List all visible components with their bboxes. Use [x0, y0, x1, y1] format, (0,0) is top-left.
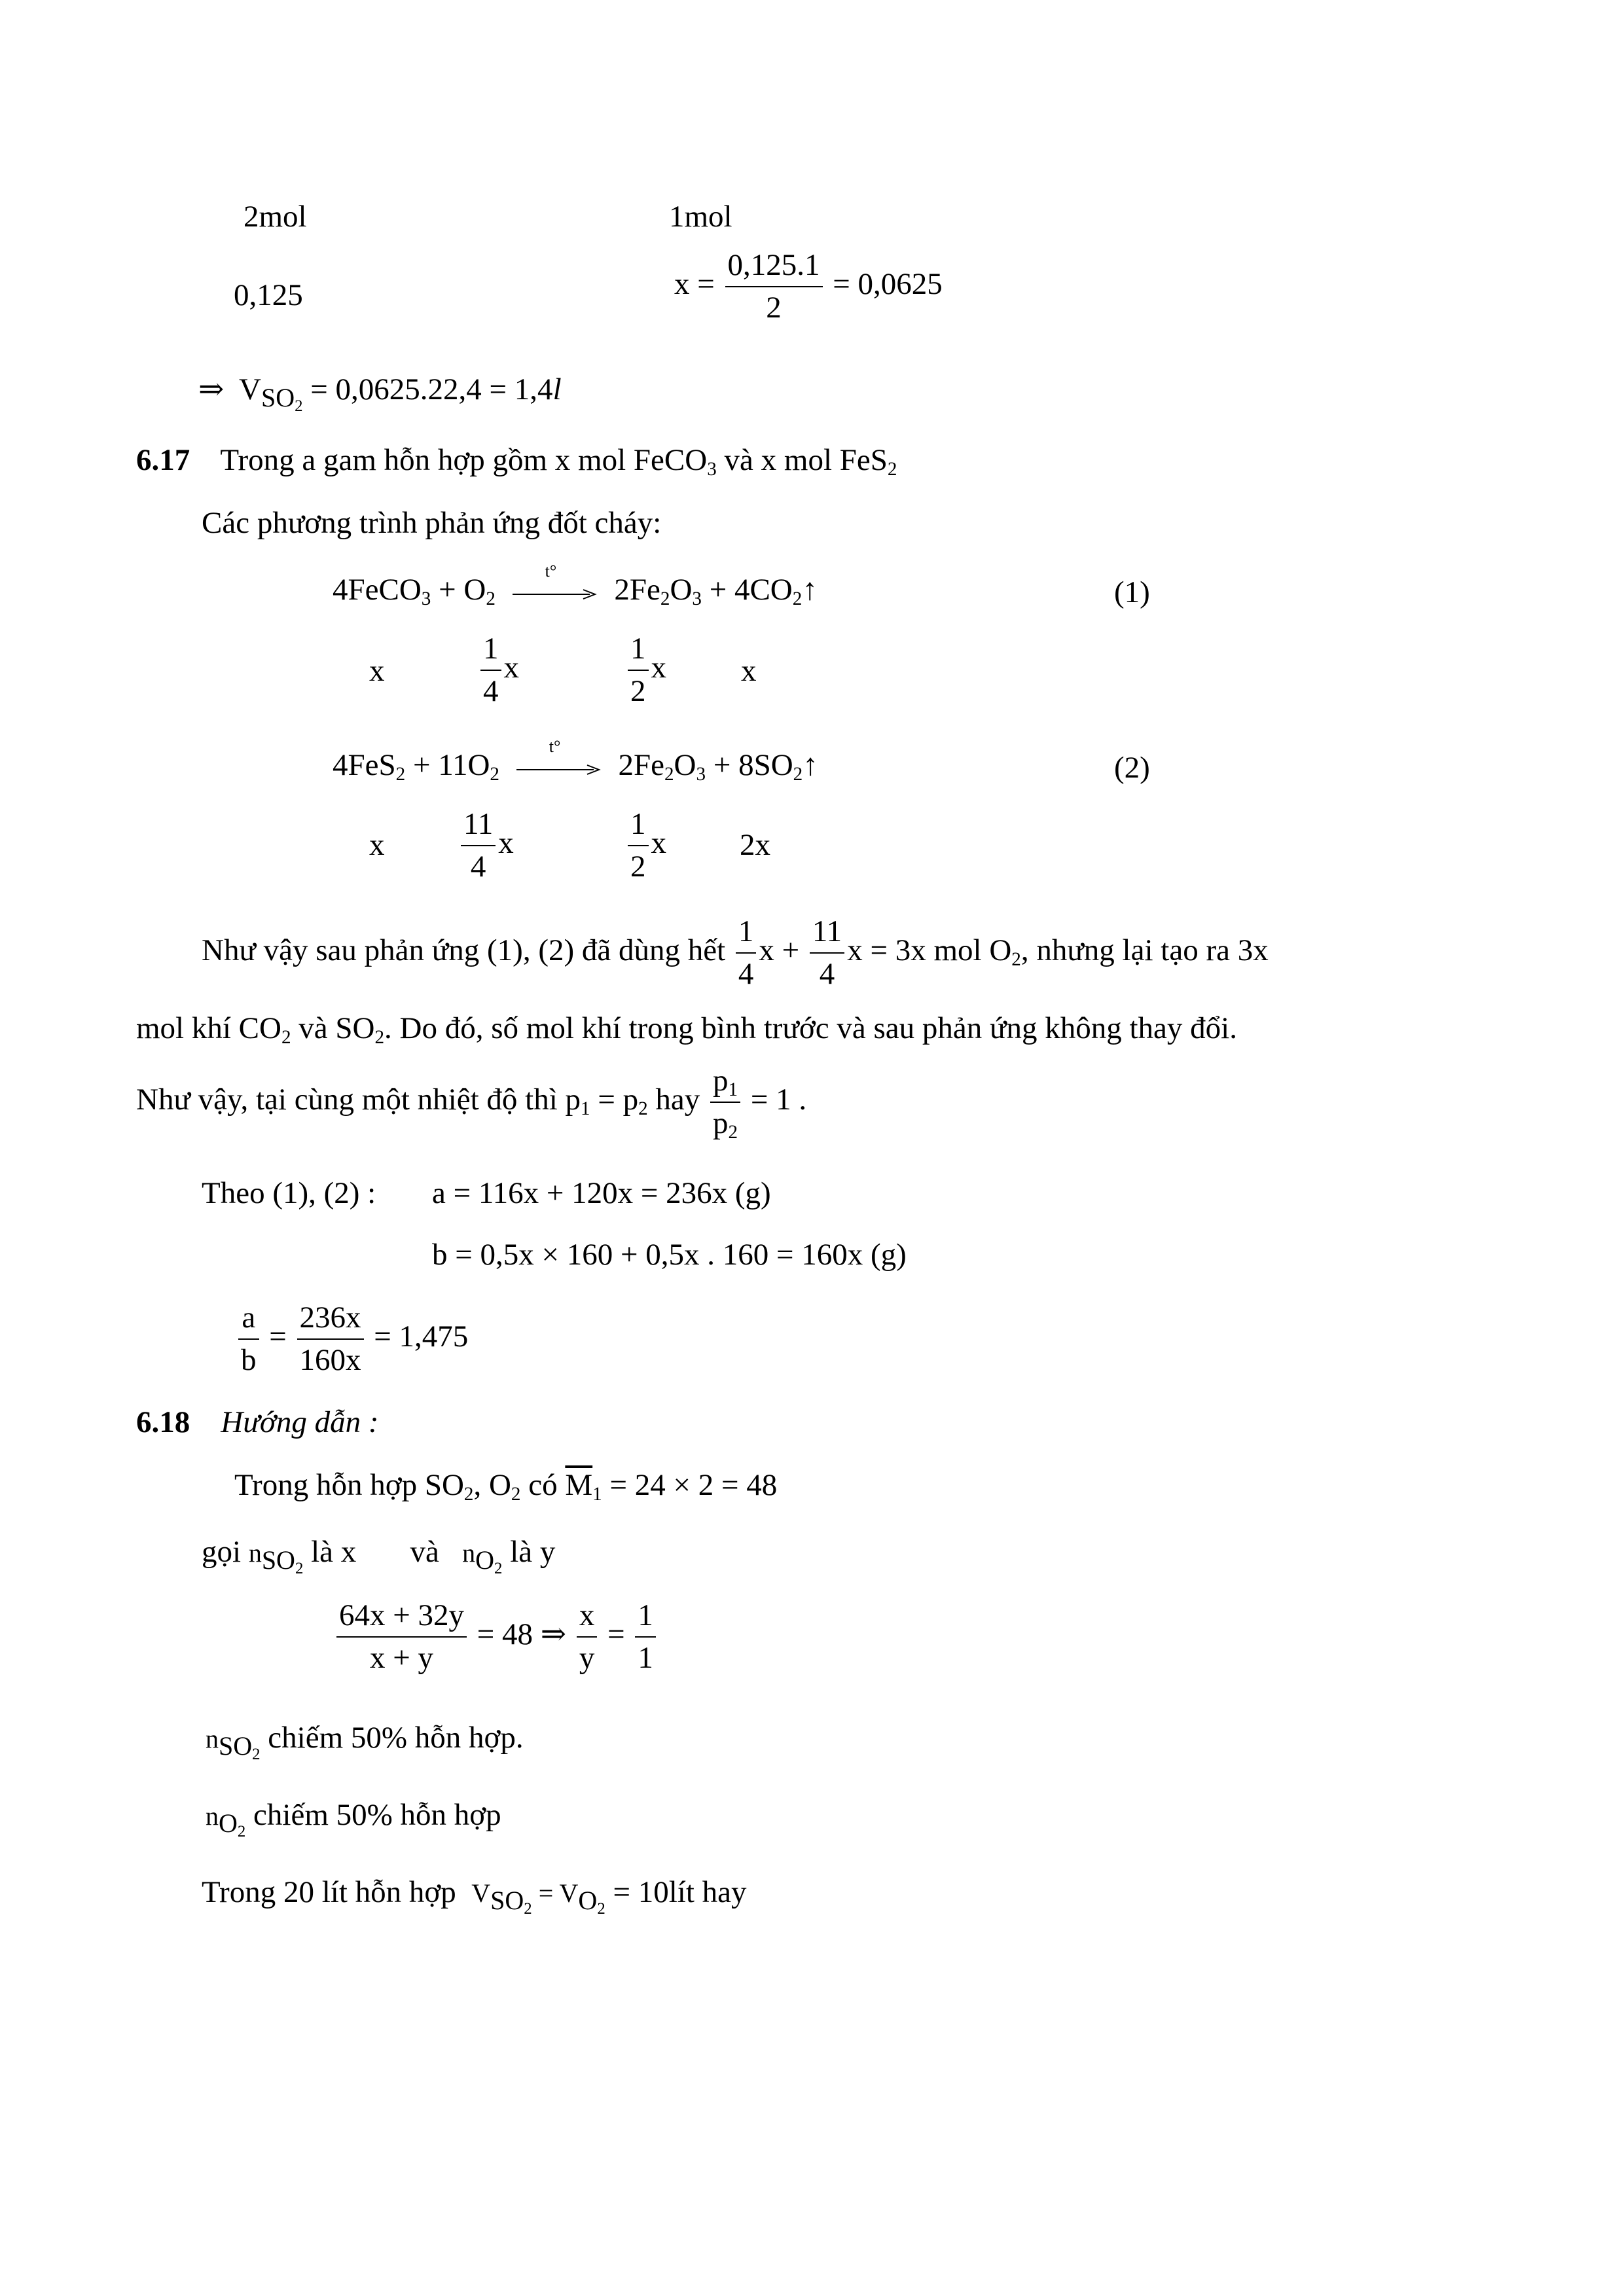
r1-coef-4: x	[741, 654, 757, 688]
heat-arrow-2: t°	[516, 758, 602, 778]
theo-label: Theo (1), (2) :	[202, 1176, 376, 1210]
r2-coef-4: 2x	[740, 828, 770, 862]
r1-coef-2: $\frac{1}{4}$ x	[478, 634, 519, 707]
mol-label-1: 1mol	[669, 200, 732, 234]
r2-coef-1: x	[369, 828, 385, 862]
reaction-1-number: (1)	[1114, 575, 1150, 609]
paragraph-line-3: Như vậy, tại cùng một nhiệt độ thì $p_1 = p_2$ hay $\frac{p_1}{p_2}$ = 1 .	[136, 1064, 807, 1143]
reaction-2: $4FeS_2 + 11O_2$ t° $2Fe_2O_3$ + $8SO_2↑$	[333, 737, 818, 785]
r2-coef-3: $\frac{1}{2}$ x	[625, 809, 666, 882]
section-6-18-heading: 6.18 Hướng dẫn :	[136, 1405, 379, 1439]
ratio-a-b: $\frac{a}{b}$ = $\frac{236x}{160x}$ = 1,475	[236, 1302, 468, 1376]
s618-line-1: Trong hỗn hợp $SO_2$, $O_2$ có $\overline{M}_1 = 24 \times 2 = 48$	[234, 1468, 778, 1505]
paragraph-line-1: Như vậy sau phản ứng (1), (2) đã dùng hết $\frac{1}{4}$ x + $\frac{11}{4}$ x = 3x mol $O_2$, nhưng lại tạo ra 3x	[202, 914, 1269, 991]
value-0125: 0,125	[234, 278, 303, 312]
section-6-17-heading: 6.17 Trong a gam hỗn hợp gồm x mol FeCO$_3$ và x mol FeS$_2$	[136, 443, 897, 480]
x-equation: x = $\frac{0,125.1}{2}$ = 0,0625	[674, 248, 943, 325]
reaction-1: 4FeCO$_3$ + $O_2$ t° $2Fe_2O_3$ + $4CO_2↑$	[333, 562, 818, 610]
s618-line-5: $n_{O_2}$ chiếm 50% hỗn hợp	[206, 1798, 501, 1841]
equation-b: b = 0,5x × 160 + 0,5x . 160 = 160x (g)	[432, 1238, 907, 1272]
s618-line-2: gọi $n_{SO_2}$ là x và $n_{O_2}$ là y	[202, 1535, 556, 1578]
reactions-title: Các phương trình phản ứng đốt cháy:	[202, 506, 662, 540]
v-so2-equation: ⇒ $V_{SO_2} = 0,0625.22,4 = 1,4l$	[198, 372, 562, 416]
mol-label-2: 2mol	[244, 200, 307, 234]
r2-coef-2: $\frac{11}{4}$ x	[458, 809, 514, 882]
reaction-2-number: (2)	[1114, 751, 1150, 785]
equation-a: a = 116x + 120x = 236x (g)	[432, 1176, 771, 1210]
paragraph-line-2: mol khí $CO_2$ và $SO_2$. Do đó, số mol khí trong bình trước và sau phản ứng không thay đổi.	[136, 1011, 1237, 1049]
heat-arrow: t°	[513, 583, 598, 602]
s618-line-6: Trong 20 lít hỗn hợp $V_{SO_2} = V_{O_2}$ = 10lít hay	[202, 1875, 747, 1918]
r1-coef-3: $\frac{1}{2}$ x	[625, 634, 666, 707]
s618-line-3: $\frac{64x + 32y}{x + y}$ = 48 ⇒ $\frac{x}{y}$ = $\frac{1}{1}$	[334, 1600, 659, 1674]
s618-line-4: $n_{SO_2}$ chiếm 50% hỗn hợp.	[206, 1721, 524, 1764]
r1-coef-1: x	[369, 654, 385, 688]
